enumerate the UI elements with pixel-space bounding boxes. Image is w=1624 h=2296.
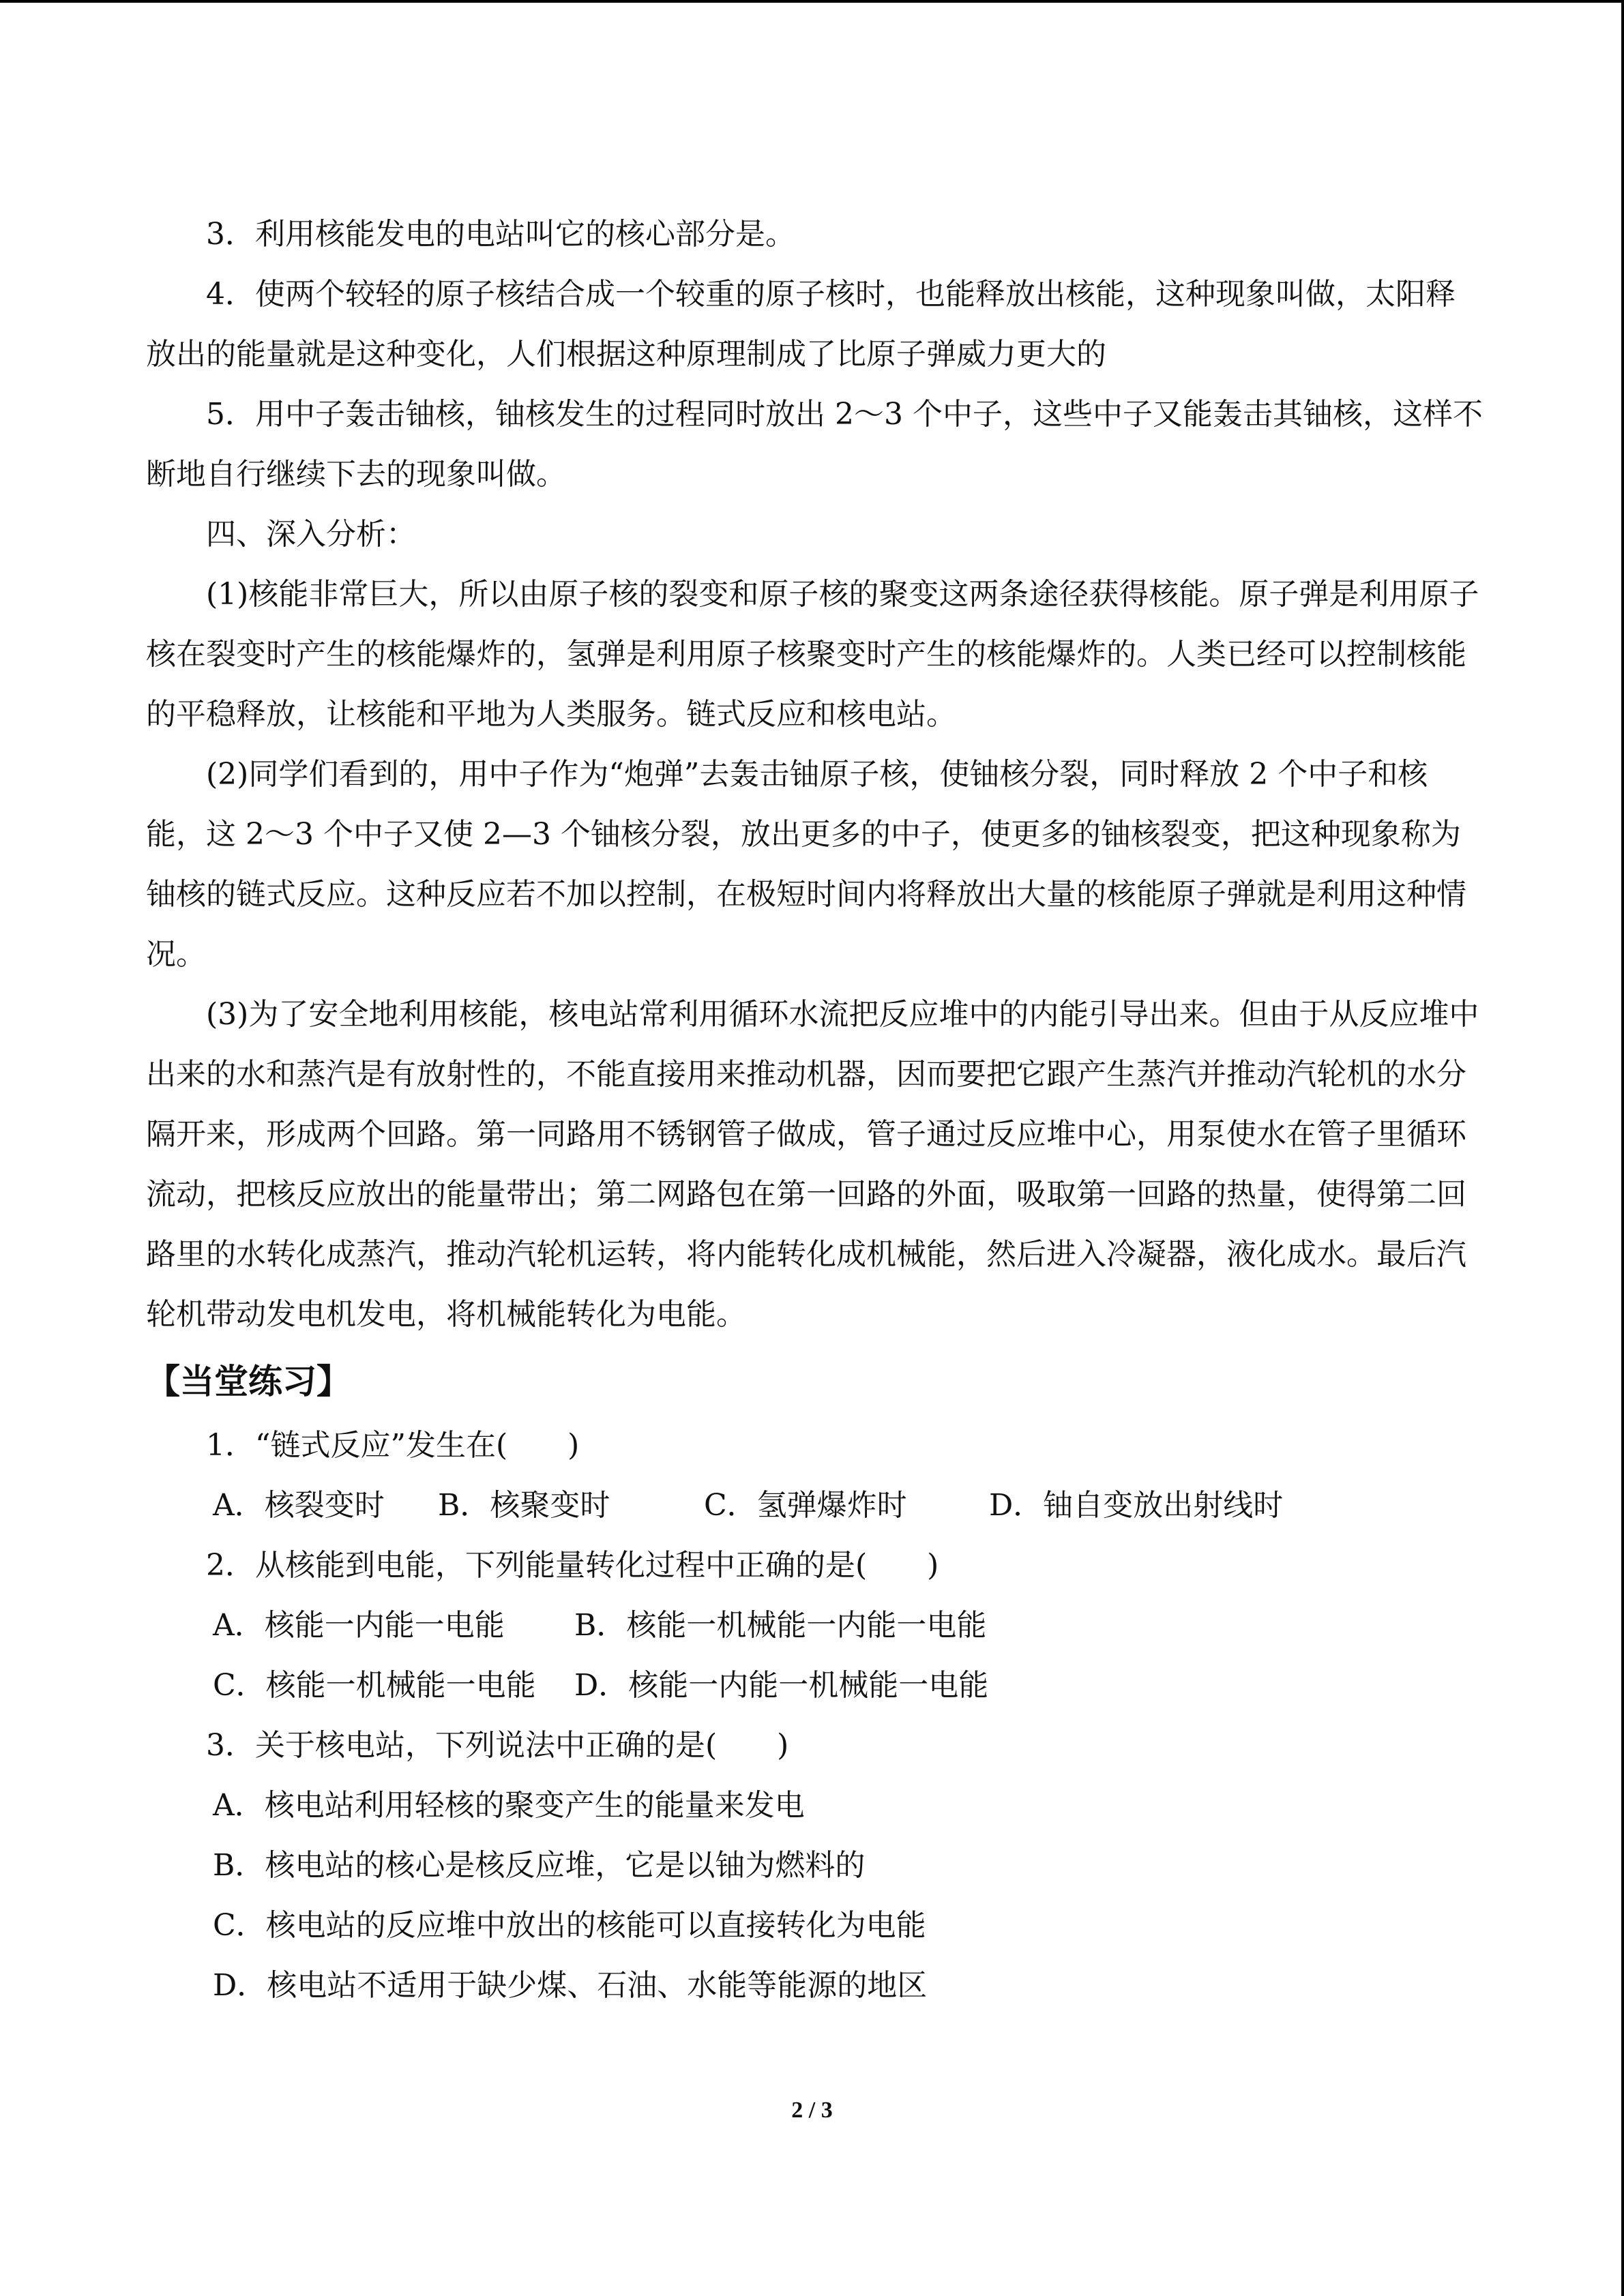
q3-option-a: A．核电站利用轻核的聚变产生的能量来发电 — [213, 1788, 805, 1823]
q1-option-c: C．氢弹爆炸时 — [704, 1488, 907, 1523]
q3-option-b: B．核电站的核心是核反应堆，它是以铀为燃料的 — [213, 1848, 866, 1883]
question-1: 1．“链式反应”发生在( ) — [206, 1428, 580, 1463]
q1-option-d: D．铀自变放出射线时 — [989, 1488, 1284, 1523]
page-border-top — [0, 0, 1624, 3]
paragraph-4: 4．使两个较轻的原子核结合成一个较重的原子核时，也能释放出核能，这种现象叫做，太阳释放出的能量就是这种变化，人们根据这种原理制成了比原子弹威力更大的 — [146, 277, 1456, 372]
question-3: 3．关于核电站，下列说法中正确的是( ) — [206, 1728, 789, 1763]
practice-title: 【当堂练习】 — [146, 1362, 351, 1401]
section-heading-analysis: 四、深入分析： — [206, 517, 416, 552]
q2-option-a: A．核能一内能一电能 — [213, 1608, 505, 1643]
analysis-paragraph-2: (2)同学们看到的，用中子作为“炮弹”去轰击铀原子核，使铀核分裂，同时释放 2 个中子和核能，这 2～3 个中子又使 2—3 个铀核分裂，放出更多的中子，使更多的铀核裂变，把这种现象称为铀核的链式反应。这种反应若不加以控制，在极短时间内将释放出大量的核能原子弹就是利用这种情况。 — [146, 757, 1466, 972]
q3-option-c: C．核电站的反应堆中放出的核能可以直接转化为电能 — [213, 1908, 926, 1943]
page-border-right — [1621, 0, 1624, 2296]
question-2: 2．从核能到电能，下列能量转化过程中正确的是( ) — [206, 1548, 939, 1583]
q1-option-b: B．核聚变时 — [438, 1488, 610, 1523]
document-body — [146, 205, 1483, 2016]
page-number: 2 / 3 — [791, 2098, 833, 2123]
paragraph-5: 5．用中子轰击铀核，铀核发生的过程同时放出 2～3 个中子，这些中子又能轰击其铀核，这样不断地自行继续下去的现象叫做。 — [146, 397, 1483, 492]
analysis-paragraph-1: (1)核能非常巨大，所以由原子核的裂变和原子核的聚变这两条途径获得核能。原子弹是利用原子核在裂变时产生的核能爆炸的，氢弹是利用原子核聚变时产生的核能爆炸的。人类已经可以控制核能的平稳释放，让核能和平地为人类服务。链式反应和核电站。 — [146, 577, 1479, 732]
question-2-options-row-1 — [146, 1596, 1483, 1656]
q1-option-a: A．核裂变时 — [213, 1488, 385, 1523]
q2-option-c: C．核能一机械能一电能 — [213, 1668, 536, 1703]
question-2-options-row-2 — [146, 1656, 1483, 1716]
q2-option-d: D．核能一内能一机械能一电能 — [574, 1668, 989, 1703]
paragraph-3: 3．利用核能发电的电站叫它的核心部分是。 — [206, 217, 795, 252]
analysis-paragraph-3: (3)为了安全地利用核能，核电站常利用循环水流把反应堆中的内能引导出来。但由于从反应堆中出来的水和蒸汽是有放射性的，不能直接用来推动机器，因而要把它跟产生蒸汽并推动汽轮机的水分隔开来，形成两个回路。第一同路用不锈钢管子做成，管子通过反应堆中心，用泵使水在管子里循环流动，把核反应放出的能量带出；第二网路包在第一回路的外面，吸取第一回路的热量，使得第二回路里的水转化成蒸汽，推动汽轮机运转，将内能转化成机械能，然后进入冷凝器，液化成水。最后汽轮机带动发电机发电，将机械能转化为电能。 — [146, 997, 1479, 1332]
q2-option-b: B．核能一机械能一内能一电能 — [574, 1608, 987, 1643]
q3-option-d: D．核电站不适用于缺少煤、石油、水能等能源的地区 — [213, 1968, 928, 2003]
question-1-options — [146, 1476, 1483, 1536]
